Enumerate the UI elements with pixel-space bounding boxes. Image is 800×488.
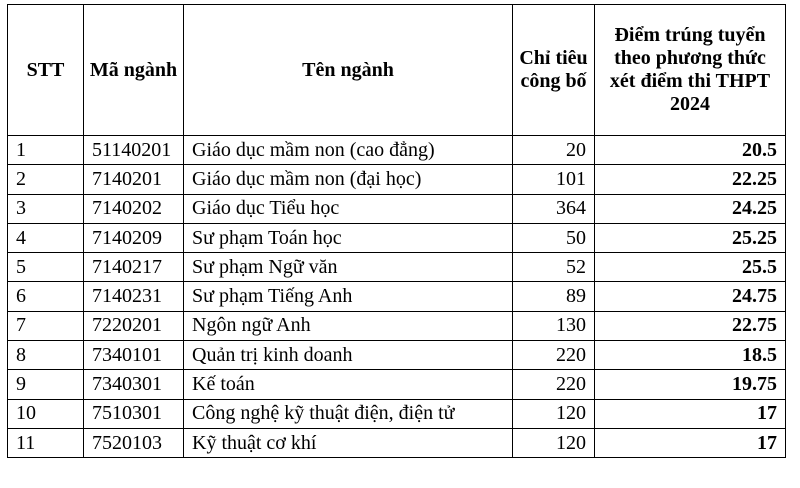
- table-row: [8, 399, 786, 428]
- cell-score: 17: [595, 428, 786, 457]
- cell-code: 7140217: [84, 253, 184, 282]
- table-row: [8, 223, 786, 252]
- cell-score: 25.25: [595, 223, 786, 252]
- cell-score: 17: [595, 399, 786, 428]
- cell-name: Giáo dục mầm non (cao đẳng): [184, 136, 513, 165]
- cell-quota: 364: [513, 194, 595, 223]
- table-row: [8, 165, 786, 194]
- cell-score: 19.75: [595, 370, 786, 399]
- cell-quota: 220: [513, 341, 595, 370]
- cell-score: 25.5: [595, 253, 786, 282]
- table-row: [8, 136, 786, 165]
- cell-code: 7520103: [84, 428, 184, 457]
- cell-quota: 130: [513, 311, 595, 340]
- header-name: Tên ngành: [184, 5, 513, 136]
- cell-code: 7340101: [84, 341, 184, 370]
- cell-score: 24.75: [595, 282, 786, 311]
- cell-stt: 2: [8, 165, 84, 194]
- cell-code: 7340301: [84, 370, 184, 399]
- table-row: [8, 194, 786, 223]
- cell-score: 22.25: [595, 165, 786, 194]
- cell-name: Sư phạm Ngữ văn: [184, 253, 513, 282]
- cell-name: Ngôn ngữ Anh: [184, 311, 513, 340]
- cell-stt: 3: [8, 194, 84, 223]
- table-row: [8, 341, 786, 370]
- cell-stt: 8: [8, 341, 84, 370]
- cell-score: 20.5: [595, 136, 786, 165]
- header-score: Điểm trúng tuyển theo phương thức xét điểm thi THPT 2024: [595, 5, 786, 136]
- cell-code: 51140201: [84, 136, 184, 165]
- cell-stt: 5: [8, 253, 84, 282]
- cell-quota: 220: [513, 370, 595, 399]
- header-code: Mã ngành: [84, 5, 184, 136]
- cell-code: 7220201: [84, 311, 184, 340]
- cell-stt: 1: [8, 136, 84, 165]
- table-row: [8, 428, 786, 457]
- cell-stt: 7: [8, 311, 84, 340]
- cell-quota: 50: [513, 223, 595, 252]
- cell-name: Quản trị kinh doanh: [184, 341, 513, 370]
- cell-quota: 20: [513, 136, 595, 165]
- cell-quota: 101: [513, 165, 595, 194]
- admission-scores-table: [7, 4, 786, 458]
- header-stt: STT: [8, 5, 84, 136]
- cell-name: Kỹ thuật cơ khí: [184, 428, 513, 457]
- table-row: [8, 282, 786, 311]
- cell-code: 7140202: [84, 194, 184, 223]
- cell-stt: 4: [8, 223, 84, 252]
- cell-name: Kế toán: [184, 370, 513, 399]
- cell-name: Sư phạm Tiếng Anh: [184, 282, 513, 311]
- cell-stt: 9: [8, 370, 84, 399]
- table-row: [8, 370, 786, 399]
- cell-stt: 10: [8, 399, 84, 428]
- cell-score: 24.25: [595, 194, 786, 223]
- cell-quota: 52: [513, 253, 595, 282]
- cell-score: 18.5: [595, 341, 786, 370]
- cell-name: Giáo dục Tiểu học: [184, 194, 513, 223]
- cell-name: Giáo dục mầm non (đại học): [184, 165, 513, 194]
- cell-code: 7140231: [84, 282, 184, 311]
- cell-stt: 6: [8, 282, 84, 311]
- cell-code: 7510301: [84, 399, 184, 428]
- table-row: [8, 253, 786, 282]
- cell-stt: 11: [8, 428, 84, 457]
- cell-score: 22.75: [595, 311, 786, 340]
- table-container: [7, 4, 786, 458]
- header-quota: Chỉ tiêu công bố: [513, 5, 595, 136]
- cell-name: Công nghệ kỹ thuật điện, điện tử: [184, 399, 513, 428]
- table-row: [8, 311, 786, 340]
- cell-code: 7140209: [84, 223, 184, 252]
- cell-name: Sư phạm Toán học: [184, 223, 513, 252]
- cell-quota: 120: [513, 399, 595, 428]
- cell-code: 7140201: [84, 165, 184, 194]
- table-header-row: [8, 5, 786, 136]
- cell-quota: 89: [513, 282, 595, 311]
- cell-quota: 120: [513, 428, 595, 457]
